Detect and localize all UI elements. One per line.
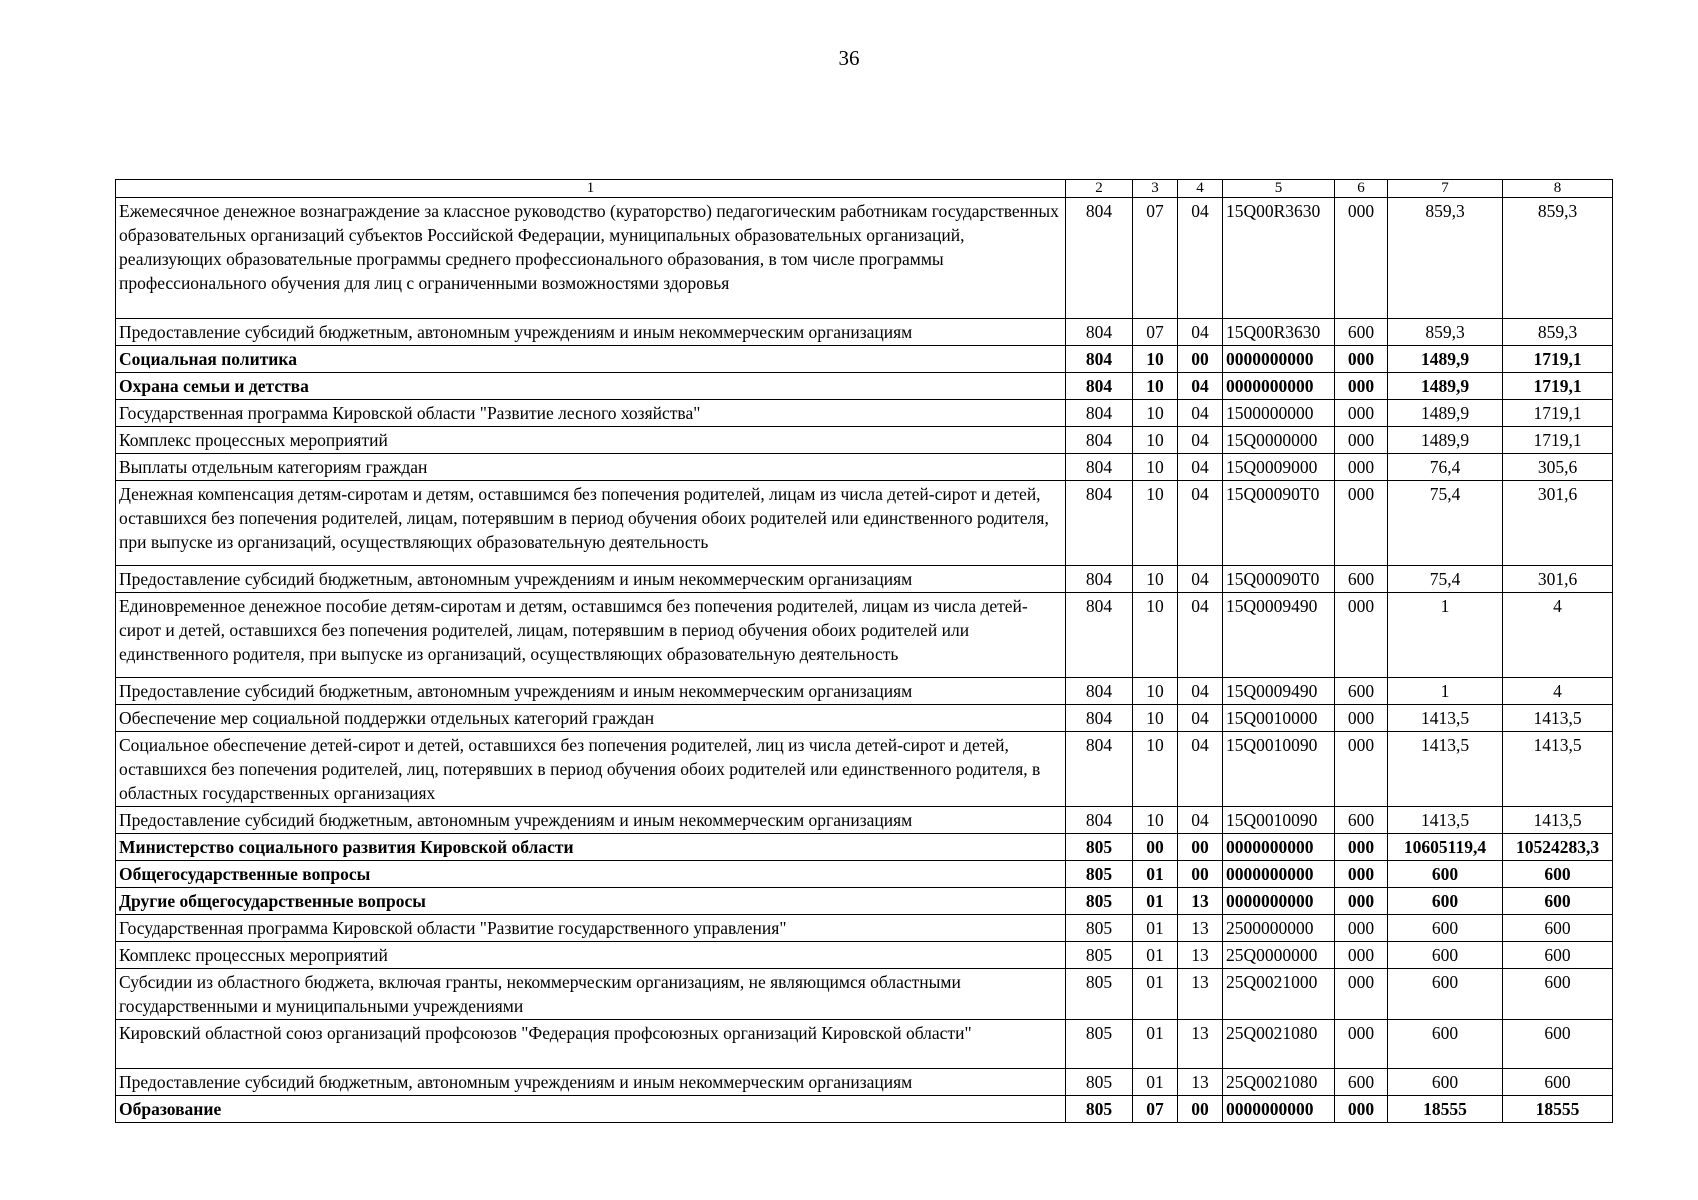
target-article-code: 15Q00090T0	[1223, 566, 1335, 593]
section-code: 01	[1133, 969, 1178, 1020]
section-code: 10	[1133, 705, 1178, 732]
table-row	[116, 319, 1613, 346]
amount-col-7: 1489,9	[1388, 346, 1503, 373]
subsection-code: 04	[1178, 481, 1223, 566]
target-article-code: 0000000000	[1223, 888, 1335, 915]
table-row	[116, 942, 1613, 969]
section-code: 10	[1133, 346, 1178, 373]
amount-col-7: 600	[1388, 861, 1503, 888]
row-description: Общегосударственные вопросы	[116, 861, 1066, 888]
subsection-code: 00	[1178, 346, 1223, 373]
target-article-code: 25Q0021080	[1223, 1069, 1335, 1096]
row-description: Предоставление субсидий бюджетным, автономным учреждениям и иным некоммерческим организациям	[116, 807, 1066, 834]
section-code: 00	[1133, 834, 1178, 861]
target-article-code: 15Q0010000	[1223, 705, 1335, 732]
table-row	[116, 705, 1613, 732]
table-row	[116, 969, 1613, 1020]
section-code: 01	[1133, 942, 1178, 969]
amount-col-7: 600	[1388, 1069, 1503, 1096]
row-description: Кировский областной союз организаций профсоюзов "Федерация профсоюзных организаций Кировской области"	[116, 1020, 1066, 1069]
amount-col-7: 10605119,4	[1388, 834, 1503, 861]
amount-col-7: 75,4	[1388, 481, 1503, 566]
row-description: Социальная политика	[116, 346, 1066, 373]
target-article-code: 0000000000	[1223, 834, 1335, 861]
amount-col-7: 600	[1388, 969, 1503, 1020]
amount-col-8: 600	[1503, 942, 1613, 969]
target-article-code: 25Q0021000	[1223, 969, 1335, 1020]
expense-type-code: 000	[1335, 888, 1388, 915]
header-cell: 3	[1133, 180, 1178, 198]
amount-col-8: 859,3	[1503, 319, 1613, 346]
section-code: 01	[1133, 1020, 1178, 1069]
amount-col-7: 600	[1388, 942, 1503, 969]
amount-col-8: 301,6	[1503, 481, 1613, 566]
section-code: 07	[1133, 319, 1178, 346]
table-row	[116, 807, 1613, 834]
amount-col-7: 76,4	[1388, 454, 1503, 481]
row-description: Предоставление субсидий бюджетным, автономным учреждениям и иным некоммерческим организациям	[116, 678, 1066, 705]
subsection-code: 04	[1178, 400, 1223, 427]
target-article-code: 2500000000	[1223, 915, 1335, 942]
amount-col-7: 859,3	[1388, 319, 1503, 346]
row-description: Выплаты отдельным категориям граждан	[116, 454, 1066, 481]
target-article-code: 15Q0010090	[1223, 807, 1335, 834]
ministry-code: 804	[1066, 705, 1133, 732]
amount-col-8: 305,6	[1503, 454, 1613, 481]
subsection-code: 04	[1178, 566, 1223, 593]
amount-col-8: 18555	[1503, 1096, 1613, 1123]
expense-type-code: 600	[1335, 1069, 1388, 1096]
section-code: 10	[1133, 566, 1178, 593]
ministry-code: 804	[1066, 427, 1133, 454]
ministry-code: 804	[1066, 593, 1133, 678]
section-code: 10	[1133, 373, 1178, 400]
expense-type-code: 000	[1335, 198, 1388, 319]
ministry-code: 804	[1066, 732, 1133, 807]
row-description: Ежемесячное денежное вознаграждение за классное руководство (кураторство) педагогическим работникам государственных образовательных организаций субъектов Российской Федерации, муниципальных образовательных организаций, реализующих образовательные программы среднего профессионального образования, в том числе программы профессионального обучения для лиц с ограниченными возможностями здоровья	[116, 198, 1066, 319]
amount-col-7: 1413,5	[1388, 705, 1503, 732]
header-cell: 5	[1223, 180, 1335, 198]
target-article-code: 15Q0009490	[1223, 678, 1335, 705]
row-description: Комплекс процессных мероприятий	[116, 942, 1066, 969]
table-row	[116, 373, 1613, 400]
table-row	[116, 915, 1613, 942]
table-row	[116, 566, 1613, 593]
header-cell: 4	[1178, 180, 1223, 198]
ministry-code: 805	[1066, 861, 1133, 888]
section-code: 01	[1133, 915, 1178, 942]
ministry-code: 804	[1066, 319, 1133, 346]
amount-col-7: 1489,9	[1388, 427, 1503, 454]
row-description: Обеспечение мер социальной поддержки отдельных категорий граждан	[116, 705, 1066, 732]
amount-col-8: 4	[1503, 593, 1613, 678]
subsection-code: 04	[1178, 705, 1223, 732]
ministry-code: 805	[1066, 969, 1133, 1020]
ministry-code: 804	[1066, 198, 1133, 319]
row-description: Предоставление субсидий бюджетным, автономным учреждениям и иным некоммерческим организациям	[116, 319, 1066, 346]
subsection-code: 04	[1178, 319, 1223, 346]
budget-table	[115, 179, 1613, 1123]
header-cell: 6	[1335, 180, 1388, 198]
target-article-code: 0000000000	[1223, 346, 1335, 373]
target-article-code: 15Q00R3630	[1223, 198, 1335, 319]
expense-type-code: 000	[1335, 942, 1388, 969]
ministry-code: 805	[1066, 1020, 1133, 1069]
amount-col-7: 75,4	[1388, 566, 1503, 593]
row-description: Комплекс процессных мероприятий	[116, 427, 1066, 454]
amount-col-8: 1413,5	[1503, 705, 1613, 732]
amount-col-7: 859,3	[1388, 198, 1503, 319]
subsection-code: 13	[1178, 1020, 1223, 1069]
ministry-code: 804	[1066, 481, 1133, 566]
amount-col-8: 1719,1	[1503, 346, 1613, 373]
amount-col-8: 600	[1503, 1020, 1613, 1069]
subsection-code: 04	[1178, 427, 1223, 454]
section-code: 07	[1133, 198, 1178, 319]
target-article-code: 25Q0021080	[1223, 1020, 1335, 1069]
ministry-code: 804	[1066, 346, 1133, 373]
ministry-code: 805	[1066, 942, 1133, 969]
ministry-code: 804	[1066, 807, 1133, 834]
section-code: 07	[1133, 1096, 1178, 1123]
table-row	[116, 427, 1613, 454]
section-code: 01	[1133, 861, 1178, 888]
expense-type-code: 600	[1335, 678, 1388, 705]
subsection-code: 04	[1178, 454, 1223, 481]
page-number: 36	[838, 46, 860, 70]
subsection-code: 00	[1178, 834, 1223, 861]
amount-col-7: 600	[1388, 1020, 1503, 1069]
expense-type-code: 000	[1335, 346, 1388, 373]
ministry-code: 804	[1066, 400, 1133, 427]
target-article-code: 15Q0009490	[1223, 593, 1335, 678]
expense-type-code: 000	[1335, 732, 1388, 807]
row-description: Государственная программа Кировской области "Развитие лесного хозяйства"	[116, 400, 1066, 427]
subsection-code: 13	[1178, 942, 1223, 969]
ministry-code: 805	[1066, 834, 1133, 861]
expense-type-code: 600	[1335, 566, 1388, 593]
subsection-code: 04	[1178, 678, 1223, 705]
ministry-code: 805	[1066, 1069, 1133, 1096]
row-description: Единовременное денежное пособие детям-сиротам и детям, оставшимся без попечения родителей, лицам из числа детей-сирот и детей, оставшихся без попечения родителей, лицам, потерявшим в период обучения обоих родителей или единственного родителя, при выпуске из организаций, осуществляющих образовательную деятельность	[116, 593, 1066, 678]
table-header-row	[116, 180, 1613, 198]
ministry-code: 804	[1066, 678, 1133, 705]
section-code: 10	[1133, 807, 1178, 834]
amount-col-8: 301,6	[1503, 566, 1613, 593]
amount-col-8: 600	[1503, 861, 1613, 888]
row-description: Государственная программа Кировской области "Развитие государственного управления"	[116, 915, 1066, 942]
ministry-code: 805	[1066, 1096, 1133, 1123]
expense-type-code: 000	[1335, 373, 1388, 400]
amount-col-8: 859,3	[1503, 198, 1613, 319]
section-code: 10	[1133, 593, 1178, 678]
amount-col-8: 1719,1	[1503, 427, 1613, 454]
table-row	[116, 834, 1613, 861]
table-row	[116, 678, 1613, 705]
expense-type-code: 000	[1335, 915, 1388, 942]
section-code: 01	[1133, 1069, 1178, 1096]
amount-col-7: 18555	[1388, 1096, 1503, 1123]
expense-type-code: 000	[1335, 481, 1388, 566]
expense-type-code: 000	[1335, 400, 1388, 427]
target-article-code: 15Q0000000	[1223, 427, 1335, 454]
target-article-code: 1500000000	[1223, 400, 1335, 427]
row-description: Другие общегосударственные вопросы	[116, 888, 1066, 915]
section-code: 01	[1133, 888, 1178, 915]
amount-col-7: 600	[1388, 888, 1503, 915]
header-cell: 2	[1066, 180, 1133, 198]
subsection-code: 00	[1178, 1096, 1223, 1123]
subsection-code: 13	[1178, 1069, 1223, 1096]
amount-col-8: 1719,1	[1503, 373, 1613, 400]
row-description: Охрана семьи и детства	[116, 373, 1066, 400]
subsection-code: 04	[1178, 593, 1223, 678]
table-row	[116, 732, 1613, 807]
table-row	[116, 198, 1613, 319]
expense-type-code: 000	[1335, 1020, 1388, 1069]
target-article-code: 15Q00R3630	[1223, 319, 1335, 346]
header-cell: 8	[1503, 180, 1613, 198]
amount-col-8: 1413,5	[1503, 732, 1613, 807]
header-cell: 1	[116, 180, 1066, 198]
amount-col-8: 1413,5	[1503, 807, 1613, 834]
subsection-code: 04	[1178, 198, 1223, 319]
table-row	[116, 400, 1613, 427]
ministry-code: 804	[1066, 566, 1133, 593]
expense-type-code: 600	[1335, 807, 1388, 834]
table-row	[116, 593, 1613, 678]
expense-type-code: 000	[1335, 593, 1388, 678]
row-description: Социальное обеспечение детей-сирот и детей, оставшихся без попечения родителей, лиц из числа детей-сирот и детей, оставшихся без попечения родителей, лиц, потерявших в период обучения обоих родителей или единственного родителя, в областных государственных организациях	[116, 732, 1066, 807]
subsection-code: 00	[1178, 861, 1223, 888]
expense-type-code: 600	[1335, 319, 1388, 346]
target-article-code: 0000000000	[1223, 1096, 1335, 1123]
expense-type-code: 000	[1335, 969, 1388, 1020]
row-description: Предоставление субсидий бюджетным, автономным учреждениям и иным некоммерческим организациям	[116, 1069, 1066, 1096]
subsection-code: 13	[1178, 969, 1223, 1020]
expense-type-code: 000	[1335, 861, 1388, 888]
section-code: 10	[1133, 481, 1178, 566]
expense-type-code: 000	[1335, 454, 1388, 481]
amount-col-7: 600	[1388, 915, 1503, 942]
amount-col-8: 10524283,3	[1503, 834, 1613, 861]
expense-type-code: 000	[1335, 427, 1388, 454]
row-description: Министерство социального развития Кировской области	[116, 834, 1066, 861]
section-code: 10	[1133, 454, 1178, 481]
target-article-code: 0000000000	[1223, 373, 1335, 400]
ministry-code: 804	[1066, 454, 1133, 481]
table-row	[116, 346, 1613, 373]
table-row	[116, 1020, 1613, 1069]
subsection-code: 04	[1178, 732, 1223, 807]
amount-col-7: 1413,5	[1388, 807, 1503, 834]
table-row	[116, 454, 1613, 481]
section-code: 10	[1133, 427, 1178, 454]
target-article-code: 25Q0000000	[1223, 942, 1335, 969]
amount-col-7: 1489,9	[1388, 400, 1503, 427]
ministry-code: 804	[1066, 373, 1133, 400]
section-code: 10	[1133, 732, 1178, 807]
subsection-code: 04	[1178, 373, 1223, 400]
table-row	[116, 481, 1613, 566]
table-row	[116, 1096, 1613, 1123]
expense-type-code: 000	[1335, 834, 1388, 861]
amount-col-8: 600	[1503, 969, 1613, 1020]
table-row	[116, 1069, 1613, 1096]
amount-col-8: 600	[1503, 888, 1613, 915]
amount-col-7: 1	[1388, 593, 1503, 678]
amount-col-7: 1489,9	[1388, 373, 1503, 400]
amount-col-7: 1	[1388, 678, 1503, 705]
row-description: Субсидии из областного бюджета, включая гранты, некоммерческим организациям, не являющимся областными государственными и муниципальными учреждениями	[116, 969, 1066, 1020]
target-article-code: 15Q00090T0	[1223, 481, 1335, 566]
expense-type-code: 000	[1335, 1096, 1388, 1123]
table-row	[116, 861, 1613, 888]
section-code: 10	[1133, 678, 1178, 705]
table-row	[116, 888, 1613, 915]
subsection-code: 04	[1178, 807, 1223, 834]
subsection-code: 13	[1178, 888, 1223, 915]
target-article-code: 15Q0009000	[1223, 454, 1335, 481]
amount-col-8: 4	[1503, 678, 1613, 705]
ministry-code: 805	[1066, 888, 1133, 915]
row-description: Предоставление субсидий бюджетным, автономным учреждениям и иным некоммерческим организациям	[116, 566, 1066, 593]
amount-col-8: 600	[1503, 1069, 1613, 1096]
section-code: 10	[1133, 400, 1178, 427]
amount-col-8: 600	[1503, 915, 1613, 942]
subsection-code: 13	[1178, 915, 1223, 942]
ministry-code: 805	[1066, 915, 1133, 942]
header-cell: 7	[1388, 180, 1503, 198]
amount-col-8: 1719,1	[1503, 400, 1613, 427]
row-description: Образование	[116, 1096, 1066, 1123]
target-article-code: 0000000000	[1223, 861, 1335, 888]
target-article-code: 15Q0010090	[1223, 732, 1335, 807]
expense-type-code: 000	[1335, 705, 1388, 732]
row-description: Денежная компенсация детям-сиротам и детям, оставшимся без попечения родителей, лицам из числа детей-сирот и детей, оставшихся без попечения родителей, лицам, потерявшим в период обучения обоих родителей или единственного родителя, при выпуске из организаций, осуществляющих образовательную деятельность	[116, 481, 1066, 566]
amount-col-7: 1413,5	[1388, 732, 1503, 807]
